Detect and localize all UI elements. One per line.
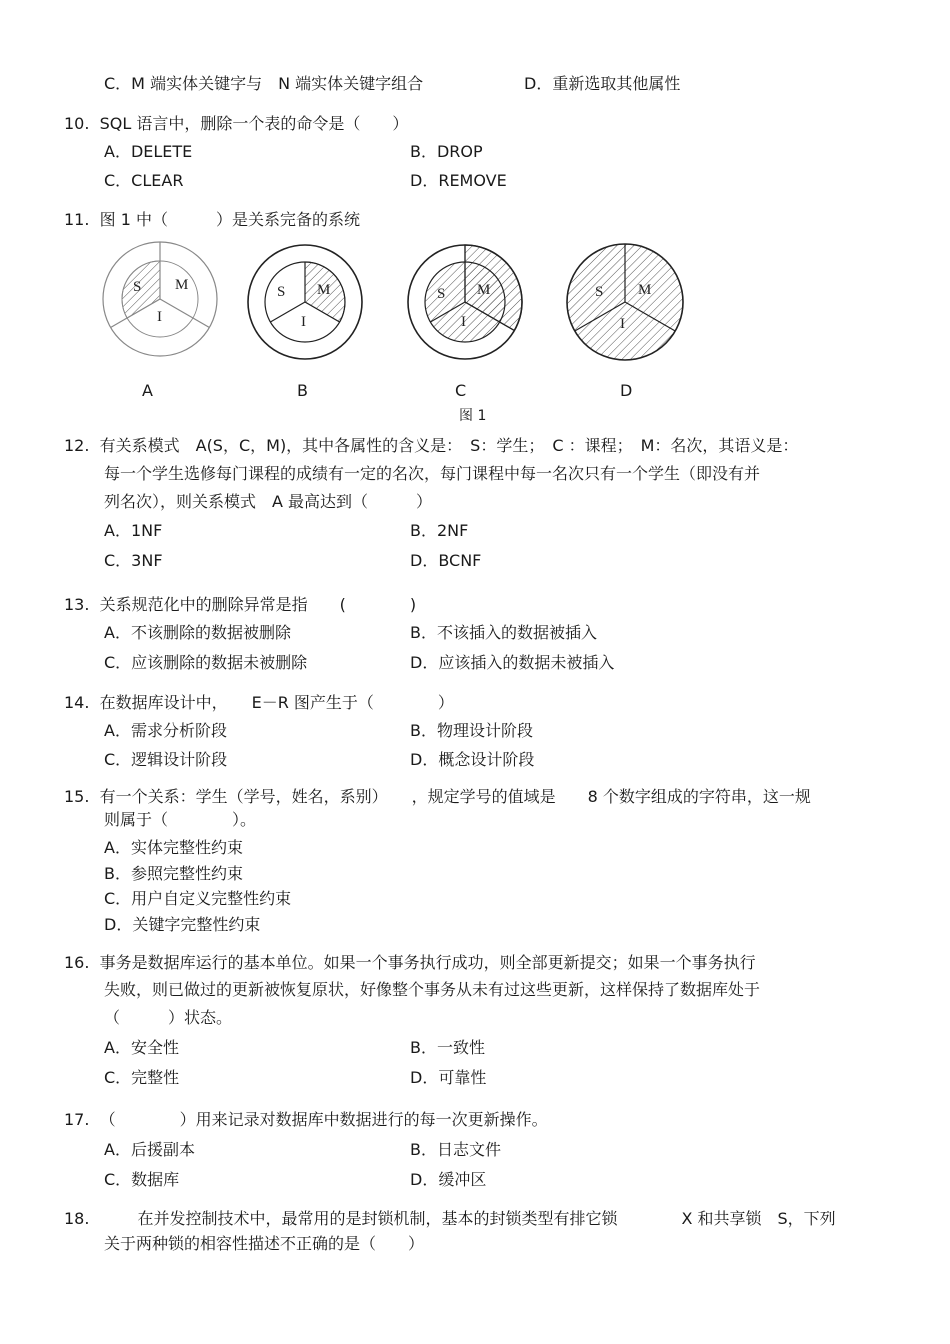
q17-option-d: D．缓冲区 <box>410 1170 487 1189</box>
q15-stem-line2: 则属于（ ）。 <box>104 810 257 829</box>
q17-option-c: C．数据库 <box>104 1170 180 1189</box>
figure-letter-d: D <box>620 381 633 400</box>
q14-option-a: A．需求分析阶段 <box>104 721 227 740</box>
q13-option-c: C．应该删除的数据未被删除 <box>104 653 308 672</box>
q15-option-c: C．用户自定义完整性约束 <box>104 889 292 908</box>
q18-stem-line1: 18. 在并发控制技术中，最常用的是封锁机制，基本的封锁类型有排它锁 X 和共享锁 S，下列 <box>64 1209 836 1228</box>
diagram-c <box>408 245 522 359</box>
q15-stem-line1: 15. 有一个关系：学生（学号，姓名，系别） ，规定学号的值域是 8 个数字组成的字符串，这一规 <box>64 787 811 806</box>
q17-stem: 17. （ ）用来记录对数据库中数据进行的每一次更新操作。 <box>64 1110 548 1129</box>
q18-stem-line2: 关于两种锁的相容性描述不正确的是（ ） <box>104 1234 425 1253</box>
q12-stem-line1: 12. 有关系模式 A(S，C，M)，其中各属性的含义是： S：学生； C ：课程； M：名次，其语义是： <box>64 436 799 455</box>
q17-option-a: A．后援副本 <box>104 1140 195 1159</box>
q13-option-d: D．应该插入的数据未被插入 <box>410 653 615 672</box>
diagram-c-label-i: I <box>461 314 466 330</box>
diagram-b-label-m: M <box>317 282 331 298</box>
diagram-b-label-i: I <box>301 314 306 330</box>
q17-option-b: B．日志文件 <box>410 1140 501 1159</box>
diagram-c-label-m: M <box>477 282 491 298</box>
figure-letter-b: B <box>297 381 308 400</box>
diagram-d-label-m: M <box>638 282 652 298</box>
diagram-d <box>567 244 683 360</box>
q16-option-c: C．完整性 <box>104 1068 180 1087</box>
q16-option-a: A．安全性 <box>104 1038 179 1057</box>
q16-option-b: B．一致性 <box>410 1038 485 1057</box>
q14-option-b: B．物理设计阶段 <box>410 721 533 740</box>
q12-option-a: A．1NF <box>104 521 163 540</box>
q10-option-a: A．DELETE <box>104 142 193 161</box>
q10-option-c: C．CLEAR <box>104 171 184 190</box>
diagram-a-label-s: S <box>133 279 142 295</box>
q15-option-d: D．关键字完整性约束 <box>104 915 261 934</box>
q10-option-b: B．DROP <box>410 142 483 161</box>
q11-stem: 11. 图 1 中（ ）是关系完备的系统 <box>64 210 360 229</box>
diagram-a-label-m: M <box>175 277 189 293</box>
q12-option-d: D．BCNF <box>410 551 482 570</box>
q14-option-d: D．概念设计阶段 <box>410 750 535 769</box>
diagram-c-label-s: S <box>437 286 446 302</box>
q12-option-c: C．3NF <box>104 551 163 570</box>
q15-option-a: A．实体完整性约束 <box>104 838 243 857</box>
diagram-a <box>103 242 217 356</box>
q16-option-d: D．可靠性 <box>410 1068 487 1087</box>
q12-stem-line2: 每一个学生选修每门课程的成绩有一定的名次，每门课程中每一名次只有一个学生（即没有并 <box>104 464 761 483</box>
q16-stem-line2: 失败，则已做过的更新被恢复原状，好像整个事务从未有过这些更新，这样保持了数据库处于 <box>104 980 761 999</box>
figure-letter-c: C <box>455 381 467 400</box>
q9-option-c: C．M 端实体关键字与 N 端实体关键字组合 <box>104 74 424 93</box>
diagram-d-label-i: I <box>620 316 625 332</box>
q16-stem-line1: 16. 事务是数据库运行的基本单位。如果一个事务执行成功，则全部更新提交；如果一个事务执行 <box>64 953 756 972</box>
diagram-d-label-s: S <box>595 284 604 300</box>
q13-stem: 13. 关系规范化中的删除异常是指 ( ) <box>64 595 417 614</box>
q10-option-d: D．REMOVE <box>410 171 507 190</box>
q15-option-b: B．参照完整性约束 <box>104 864 243 883</box>
q13-option-b: B．不该插入的数据被插入 <box>410 623 597 642</box>
figure-1-diagrams <box>100 236 700 366</box>
diagram-b <box>248 245 362 359</box>
q9-option-d: D．重新选取其他属性 <box>524 74 681 93</box>
figure-caption: 图 1 <box>459 408 487 424</box>
figure-letter-a: A <box>142 381 153 400</box>
q12-stem-line3: 列名次），则关系模式 A 最高达到（ ） <box>104 492 433 511</box>
figure-1-svg <box>100 236 700 366</box>
q14-stem: 14. 在数据库设计中， E－R 图产生于（ ） <box>64 693 454 712</box>
q14-option-c: C．逻辑设计阶段 <box>104 750 228 769</box>
q13-option-a: A．不该删除的数据被删除 <box>104 623 291 642</box>
q12-option-b: B．2NF <box>410 521 469 540</box>
diagram-b-label-s: S <box>277 284 286 300</box>
q16-stem-line3: （ ）状态。 <box>104 1008 233 1027</box>
diagram-a-label-i: I <box>157 309 162 325</box>
q10-stem: 10. SQL 语言中，删除一个表的命令是（ ） <box>64 114 409 133</box>
